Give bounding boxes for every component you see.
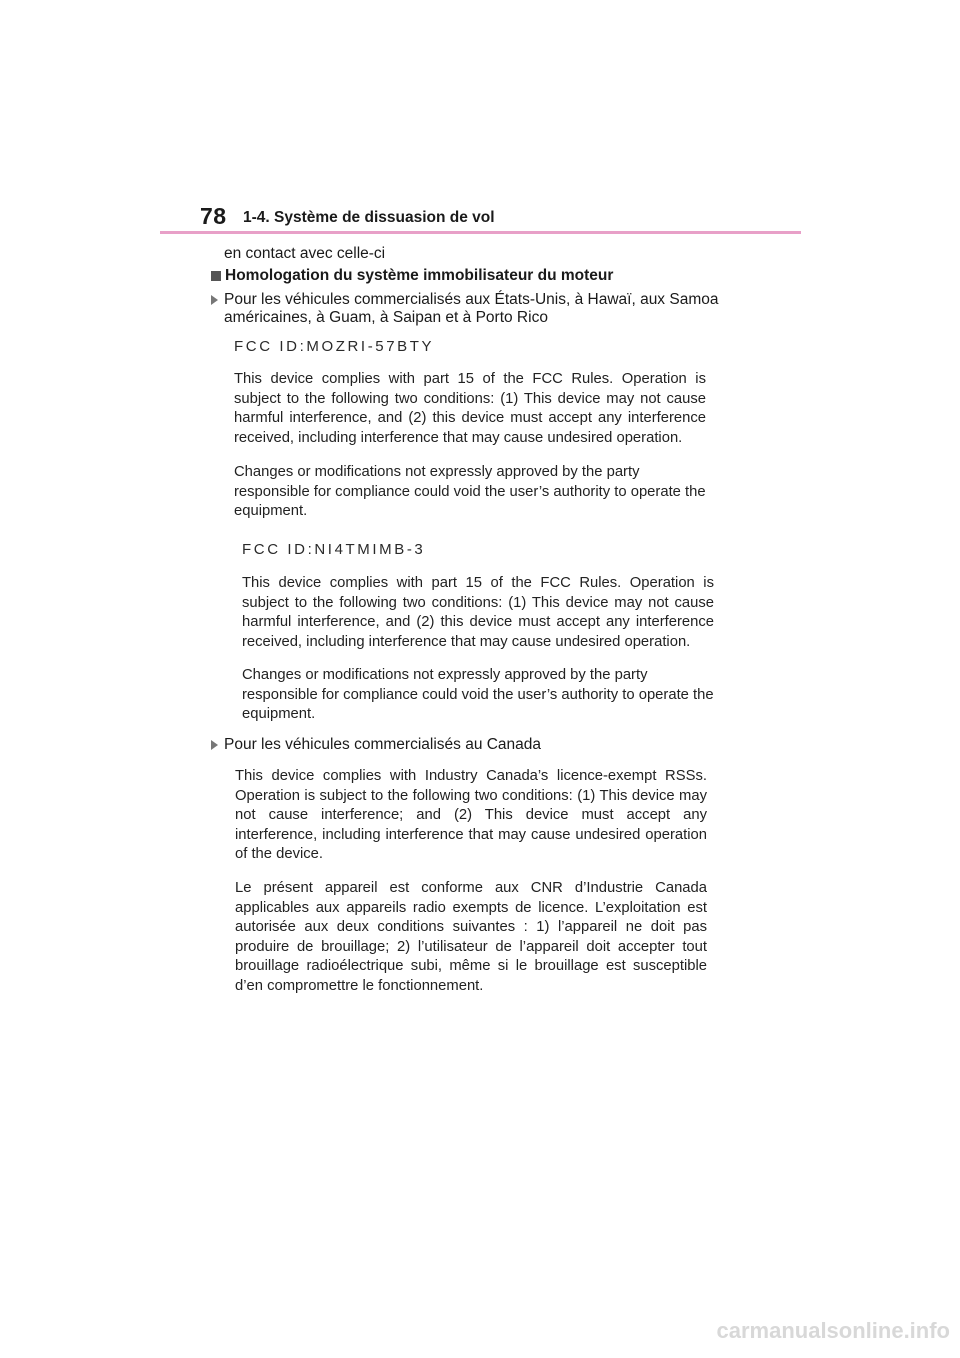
watermark <box>0 1318 960 1344</box>
section-heading-text: Homologation du système immobilisateur du moteur <box>225 267 614 284</box>
fcc-changes-2 <box>242 666 714 725</box>
ic-notice-english <box>235 767 707 865</box>
fcc-compliance-1 <box>234 370 706 448</box>
fcc-id-2: FCC ID:NI4TMIMB-3 <box>242 541 426 558</box>
fcc-id-1: FCC ID:MOZRI-57BTY <box>234 338 435 355</box>
fcc-compliance-2-text: This device complies with part 15 of the FCC Rules. Operation is subject to the following two conditions: (1) This device may not cause harmful interference, and (2) this device must accept any interference received, including interference that may cause undesired operation. <box>242 575 714 650</box>
fcc-changes-1-text: Changes or modifications not expressly approved by the party responsible for compliance could void the user’s authority to operate the equipment. <box>234 464 706 519</box>
page-number: 78 <box>200 203 227 229</box>
watermark-text: carmanualsonline.info <box>716 1318 950 1343</box>
fcc-compliance-2 <box>242 574 714 652</box>
section-title: 1-4. Système de dissuasion de vol <box>243 209 495 226</box>
arrow-right-icon <box>211 295 218 305</box>
header-divider <box>160 231 801 234</box>
fcc-compliance-1-text: This device complies with part 15 of the FCC Rules. Operation is subject to the following two conditions: (1) This device may not cause harmful interference, and (2) this device must accept any interference received, including interference that may cause undesired operation. <box>234 371 706 446</box>
arrow-right-icon <box>211 740 218 750</box>
list-item-canada <box>211 736 754 754</box>
ic-notice-french <box>235 879 707 996</box>
fcc-changes-2-text: Changes or modifications not expressly approved by the party responsible for compliance could void the user’s authority to operate the equipment. <box>242 667 714 722</box>
continuation-text: en contact avec celle-ci <box>224 245 386 262</box>
ic-notice-french-text: Le présent appareil est conforme aux CNR d’Industrie Canada applicables aux appareils radio exempts de licence. L’exploitation est autorisée aux deux conditions suivantes : 1) l’appareil ne doit pas produire de brouillage; 2) l’utilisateur de l’appareil doit accepter tout brouillage radioélectrique subi, même si le brouillage est susceptible d’en compromettre le fonctionnement. <box>235 880 707 994</box>
list-item-us-text: Pour les véhicules commercialisés aux États-Unis, à Hawaï, aux Samoa américaines, à Guam, à Saipan et à Porto Rico <box>224 291 719 326</box>
section-heading <box>211 267 613 285</box>
square-bullet-icon <box>211 271 221 281</box>
fcc-changes-1 <box>234 463 706 522</box>
list-item-us <box>211 291 754 327</box>
ic-notice-english-text: This device complies with Industry Canada’s licence-exempt RSSs. Operation is subject to the following two conditions: (1) This device may not cause interference; and (2) This device must accept any interference, including interference that may cause undesired operation of the device. <box>235 768 707 862</box>
list-item-canada-text: Pour les véhicules commercialisés au Canada <box>224 736 542 753</box>
